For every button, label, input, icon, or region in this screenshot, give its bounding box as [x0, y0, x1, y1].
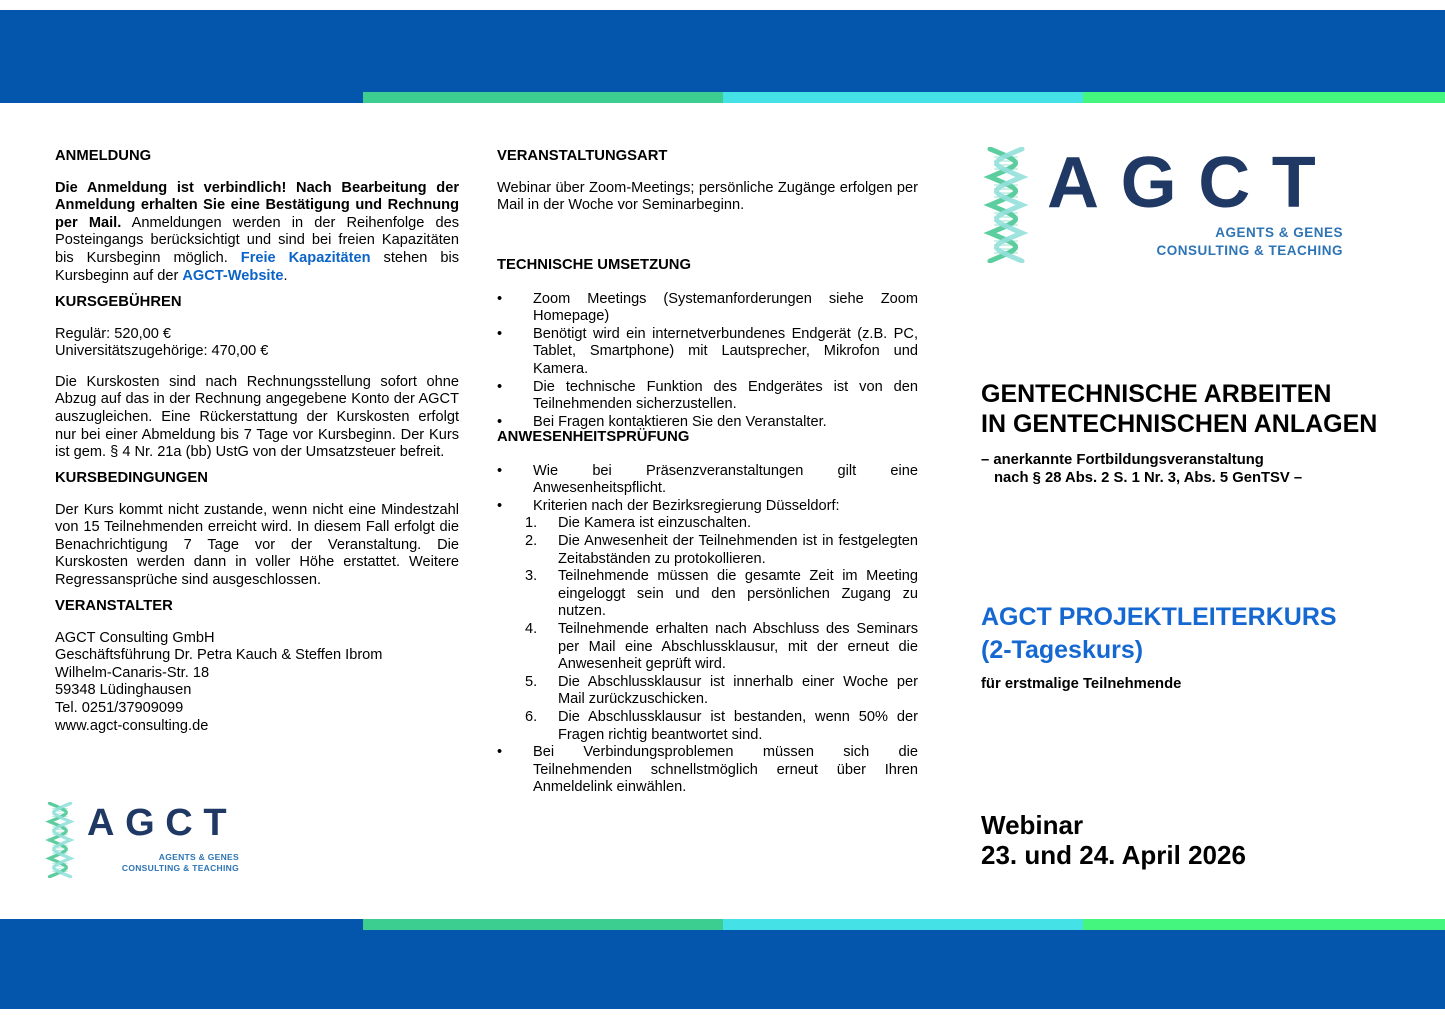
- technische-umsetzung-heading: TECHNISCHE UMSETZUNG: [497, 257, 692, 273]
- anmeldung-text-1: Anmeldungen werden in der Reihenfolge des Posteingangs berücksichtigt und sind bei freien Kapazitäten bis Kursbeginn möglich.: [55, 214, 460, 266]
- anwesenheit-item-2: 2. Die Anwesenheit der Teilnehmenden ist in festgelegten Zeitabständen zu protokollieren.: [525, 532, 918, 567]
- section-anwesenheitspruefung: [497, 429, 918, 797]
- veranstalter-phone: Tel. 0251/37909099: [55, 699, 184, 716]
- event-dates: [981, 810, 1401, 870]
- bullet-icon: •: [497, 497, 503, 514]
- stripe-segment-blue: [0, 919, 363, 930]
- veranstaltungsart-heading: VERANSTALTUNGSART: [497, 148, 668, 164]
- stripe-segment-bright-green: [1083, 919, 1445, 930]
- anwesenheit-item-6: 6. Die Abschlussklausur ist bestanden, wenn 50% der Fragen richtig beantwortet sind.: [525, 708, 918, 743]
- course-title-line-1: AGCT PROJEKTLEITERKURS: [981, 603, 1337, 631]
- anwesenheitspruefung-heading: ANWESENHEITSPRÜFUNG: [497, 429, 690, 445]
- bullet-icon: •: [497, 413, 503, 430]
- anwesenheit-bullet-1: • Wie bei Präsenzveranstaltungen gilt eine Anwesenheitspflicht.: [497, 462, 918, 497]
- agct-logo-tagline-1: AGENTS & GENES: [158, 852, 239, 862]
- stripe-segment-bright-green: [1083, 92, 1445, 103]
- agct-logo-tagline-2: CONSULTING & TEACHING: [1156, 243, 1343, 258]
- anmeldung-text-2: stehen bis Kursbeginn auf der: [55, 249, 459, 284]
- anwesenheit-item-3: 3. Teilnehmende müssen die gesamte Zeit im Meeting eingeloggt sein und den persönlichen Zugang zu nutzen.: [525, 568, 918, 620]
- anwesenheit-item-1: 1. Die Kamera ist einzuschalten.: [525, 515, 752, 532]
- course-title: [981, 601, 1401, 667]
- veranstalter-city: 59348 Lüdinghausen: [55, 682, 192, 699]
- technik-bullet-1: • Zoom Meetings (Systemanforderungen siehe Zoom Homepage): [497, 290, 918, 325]
- item-number: 3.: [525, 568, 538, 585]
- technik-bullet-4: • Bei Fragen kontaktieren Sie den Veranstalter.: [497, 413, 827, 430]
- course-subtitle: [981, 451, 1401, 487]
- header-color-stripe: [0, 92, 1445, 103]
- dna-helix-icon: [45, 802, 75, 878]
- anwesenheit-item-4: 4. Teilnehmende erhalten nach Abschluss des Seminars per Mail eine Abschlussklausur, mit der erneut die Anwesenheit geprüft wird.: [525, 620, 918, 673]
- item-number: 2.: [525, 532, 538, 549]
- anmeldung-heading: ANMELDUNG: [55, 148, 152, 164]
- agct-logo-letters: AGCT: [87, 802, 238, 844]
- item-number: 4.: [525, 620, 538, 637]
- agct-logo-header: [983, 145, 1343, 267]
- stripe-segment-green: [363, 92, 723, 103]
- headline-line-1: GENTECHNISCHE ARBEITEN: [981, 380, 1332, 408]
- bullet-icon: •: [497, 325, 503, 342]
- event-date: 23. und 24. April 2026: [981, 840, 1246, 870]
- anmeldung-bold-intro: Die Anmeldung ist verbindlich! Nach Bearbeitung der Anmeldung erhalten Sie eine Bestätigung und Rechnung per Mail.: [55, 179, 459, 231]
- dna-helix-icon: [983, 147, 1029, 263]
- item-number: 5.: [525, 673, 538, 690]
- kursgebuehren-paragraph: Die Kurskosten sind nach Rechnungsstellung sofort ohne Abzug auf das in der Rechnung angegebene Konto der AGCT auszugleichen. Eine Rückerstattung der Kurskosten erfolgt nur bei einer Abmeldung bis 7 Tage vor Kursbeginn. Der Kurs ist gem. § 4 Nr. 21a (bb) UstG von der Umsatzsteuer befreit.: [55, 373, 459, 461]
- kursbedingungen-paragraph: Der Kurs kommt nicht zustande, wenn nicht eine Mindestzahl von 15 Teilnehmenden erreicht wird. In diesem Fall erfolgt die Benachrichtigung 7 Tage vor der Veranstaltung. Die Kurskosten werden dann in voller Höhe erstattet. Weitere Regressansprüche sind ausgeschlossen.: [55, 501, 459, 588]
- bullet-icon: •: [497, 462, 503, 479]
- subtitle-line-2: nach § 28 Abs. 2 S. 1 Nr. 3, Abs. 5 GenTSV –: [994, 470, 1303, 486]
- fee-regular: Regulär: 520,00 €: [55, 325, 172, 342]
- agct-logo-tagline-2: CONSULTING & TEACHING: [121, 863, 239, 873]
- kursbedingungen-heading: KURSBEDINGUNGEN: [55, 470, 208, 486]
- stripe-segment-cyan: [723, 919, 1083, 930]
- section-kursbedingungen: [55, 470, 459, 590]
- headline-line-2: IN GENTECHNISCHEN ANLAGEN: [981, 410, 1378, 438]
- item-number: 1.: [525, 515, 538, 532]
- course-audience-note: für erstmalige Teilnehmende: [981, 676, 1182, 692]
- veranstalter-company: AGCT Consulting GmbH: [55, 629, 215, 646]
- header-blue-bar: [0, 10, 1445, 92]
- veranstalter-website: www.agct-consulting.de: [55, 717, 209, 734]
- section-veranstaltungsart: [497, 148, 918, 215]
- stripe-segment-green: [363, 919, 723, 930]
- footer-blue-bar: [0, 930, 1445, 1009]
- kursgebuehren-heading: KURSGEBÜHREN: [55, 294, 182, 310]
- section-anmeldung: [55, 148, 459, 285]
- stripe-segment-blue: [0, 92, 363, 103]
- veranstalter-street: Wilhelm-Canaris-Str. 18: [55, 664, 210, 681]
- agct-logo-tagline-1: AGENTS & GENES: [1215, 225, 1343, 240]
- stripe-segment-cyan: [723, 92, 1083, 103]
- anmeldung-paragraph: [55, 180, 459, 286]
- agct-website-link[interactable]: AGCT-Website: [182, 267, 284, 284]
- agct-logo-footer: [45, 800, 239, 884]
- section-kursgebuehren: [55, 294, 459, 462]
- agct-logo-letters: AGCT: [1047, 143, 1338, 223]
- veranstaltungsart-paragraph: Webinar über Zoom-Meetings; persönliche Zugänge erfolgen per Mail in der Woche vor Seminarbeginn.: [497, 179, 918, 214]
- footer-color-stripe: [0, 919, 1445, 930]
- anwesenheit-bullet-2: • Kriterien nach der Bezirksregierung Düsseldorf:: [497, 497, 840, 514]
- subtitle-line-1: – anerkannte Fortbildungsveranstaltung: [981, 452, 1264, 468]
- course-title-line-2: (2-Tageskurs): [981, 636, 1144, 664]
- item-number: 6.: [525, 708, 538, 725]
- bullet-icon: •: [497, 378, 503, 395]
- bullet-icon: •: [497, 744, 503, 761]
- technik-bullet-3: • Die technische Funktion des Endgerätes ist von den Teilnehmenden sicherzustellen.: [497, 378, 918, 413]
- veranstalter-heading: VERANSTALTER: [55, 598, 173, 614]
- freie-kapazitaeten-link[interactable]: Freie Kapazitäten: [240, 249, 371, 266]
- veranstalter-management: Geschäftsführung Dr. Petra Kauch & Steffen Ibrom: [55, 647, 383, 664]
- anwesenheit-item-5: 5. Die Abschlussklausur ist innerhalb einer Woche per Mail zurückzuschicken.: [525, 673, 918, 708]
- bullet-icon: •: [497, 290, 503, 307]
- section-technische-umsetzung: [497, 257, 918, 431]
- anwesenheit-bullet-3: • Bei Verbindungsproblemen müssen sich die Teilnehmenden schnellstmöglich erneut über Ihren Anmeldelink einwählen.: [497, 744, 918, 796]
- technik-bullet-2: • Benötigt wird ein internetverbundenes Endgerät (z.B. PC, Tablet, Smartphone) mit Lautsprecher, Mikrofon und Kamera.: [497, 325, 918, 377]
- event-format: Webinar: [981, 810, 1084, 840]
- fee-university: Universitätszugehörige: 470,00 €: [55, 343, 269, 360]
- section-veranstalter: [55, 598, 459, 735]
- course-headline: [981, 379, 1401, 439]
- anmeldung-text-3: .: [283, 267, 288, 284]
